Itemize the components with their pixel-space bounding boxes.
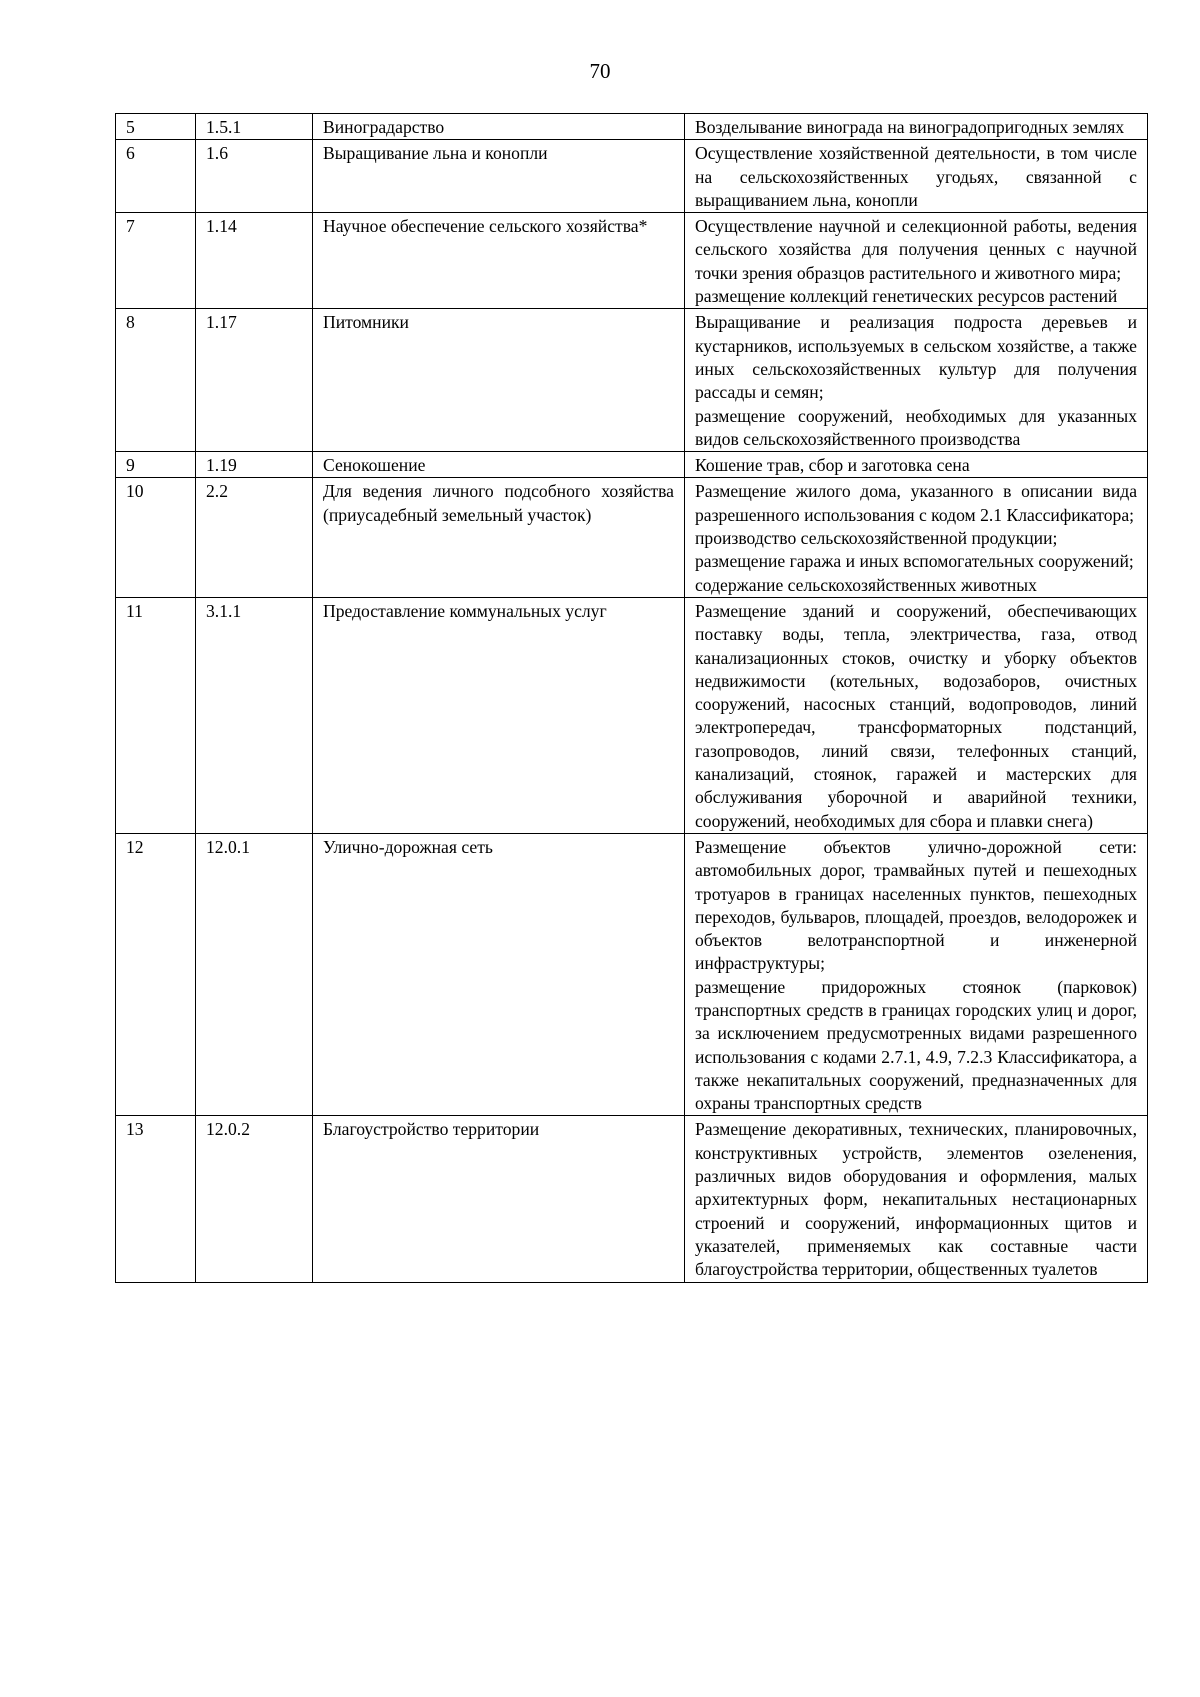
row-number-cell: 5 — [116, 114, 196, 140]
use-name-cell: Научное обеспечение сельского хозяйства* — [313, 213, 685, 309]
use-description-cell — [685, 213, 1148, 309]
table-body — [116, 114, 1148, 1283]
use-code-cell: 12.0.1 — [196, 833, 313, 1116]
table-row — [116, 114, 1148, 140]
use-description-cell — [685, 309, 1148, 452]
use-name-cell: Предоставление коммунальных услуг — [313, 597, 685, 833]
row-number-cell: 11 — [116, 597, 196, 833]
description-paragraph: Размещение декоративных, технических, планировочных, конструктивных устройств, элементов озеленения, различных видов оборудования и оформления, малых архитектурных форм, некапитальных нестационарных строений и сооружений, информационных щитов и указателей, применяемых как составные части благоустройства территории, общественных туалетов — [695, 1119, 1137, 1280]
use-description-cell — [685, 140, 1148, 213]
table-row — [116, 478, 1148, 597]
use-name-cell: Виноградарство — [313, 114, 685, 140]
table-row — [116, 309, 1148, 452]
use-description-cell — [685, 1116, 1148, 1282]
description-paragraph: размещение коллекций генетических ресурсов растений — [695, 286, 1118, 307]
use-name-cell: Улично-дорожная сеть — [313, 833, 685, 1116]
row-number-cell: 6 — [116, 140, 196, 213]
description-paragraph: Кошение трав, сбор и заготовка сена — [695, 455, 970, 476]
page-number: 70 — [589, 59, 611, 83]
use-description-cell — [685, 452, 1148, 478]
table-row — [116, 140, 1148, 213]
use-code-cell: 3.1.1 — [196, 597, 313, 833]
use-code-cell: 1.6 — [196, 140, 313, 213]
use-description-cell — [685, 833, 1148, 1116]
table-row — [116, 213, 1148, 309]
description-paragraph: Осуществление хозяйственной деятельности, в том числе на сельскохозяйственных угодьях, связанной с выращиванием льна, конопли — [695, 143, 1137, 210]
land-use-table — [115, 113, 1148, 1283]
description-paragraph: Размещение жилого дома, указанного в описании вида разрешенного использования с кодом 2.1 Классификатора; — [695, 481, 1137, 525]
description-paragraph: размещение придорожных стоянок (парковок) транспортных средств в границах городских улиц и дорог, за исключением предусмотренных видами разрешенного использования с кодами 2.7.1, 4.9, 7.2.3 Классификатора, а также некапитальных сооружений, предназначенных для охраны транспортных средств — [695, 976, 1137, 1114]
use-name-cell: Сенокошение — [313, 452, 685, 478]
row-number-cell: 13 — [116, 1116, 196, 1282]
description-paragraph: Возделывание винограда на виноградопригодных землях — [695, 117, 1125, 137]
description-paragraph: размещение гаража и иных вспомогательных сооружений; — [695, 551, 1134, 572]
use-name-cell: Благоустройство территории — [313, 1116, 685, 1282]
row-number-cell: 7 — [116, 213, 196, 309]
description-paragraph: Выращивание и реализация подроста деревьев и кустарников, используемых в сельском хозяйстве, а также иных сельскохозяйственных культур для получения рассады и семян; — [695, 312, 1137, 403]
use-code-cell: 2.2 — [196, 478, 313, 597]
use-description-cell — [685, 597, 1148, 833]
use-description-cell — [685, 114, 1148, 140]
row-number-cell: 9 — [116, 452, 196, 478]
description-paragraph: Осуществление научной и селекционной работы, ведения сельского хозяйства для получения ценных с научной точки зрения образцов растительного и животного мира; — [695, 216, 1137, 283]
description-paragraph: Размещение зданий и сооружений, обеспечивающих поставку воды, тепла, электричества, газа, отвод канализационных стоков, очистку и уборку объектов недвижимости (котельных, водозаборов, очистных сооружений, насосных станций, водопроводов, линий электропередач, трансформаторных подстанций, газопроводов, линий связи, телефонных станций, канализаций, стоянок, гаражей и мастерских для обслуживания уборочной и аварийной техники, сооружений, необходимых для сбора и плавки снега) — [695, 600, 1137, 831]
table-row — [116, 833, 1148, 1116]
use-code-cell: 12.0.2 — [196, 1116, 313, 1282]
use-code-cell: 1.14 — [196, 213, 313, 309]
description-paragraph: производство сельскохозяйственной продукции; — [695, 528, 1058, 549]
description-paragraph: размещение сооружений, необходимых для указанных видов сельскохозяйственного производства — [695, 405, 1137, 449]
row-number-cell: 12 — [116, 833, 196, 1116]
use-code-cell: 1.17 — [196, 309, 313, 452]
use-code-cell: 1.19 — [196, 452, 313, 478]
table-row — [116, 1116, 1148, 1282]
description-paragraph: содержание сельскохозяйственных животных — [695, 574, 1037, 595]
use-name-cell: Выращивание льна и конопли — [313, 140, 685, 213]
row-number-cell: 8 — [116, 309, 196, 452]
row-number-cell: 10 — [116, 478, 196, 597]
description-paragraph: Размещение объектов улично-дорожной сети: автомобильных дорог, трамвайных путей и пешеходных тротуаров в границах населенных пунктов, пешеходных переходов, бульваров, площадей, проездов, велодорожек и объектов велотранспортной и инженерной инфраструктуры; — [695, 836, 1137, 974]
use-name-cell: Питомники — [313, 309, 685, 452]
table-row — [116, 597, 1148, 833]
use-description-cell — [685, 478, 1148, 597]
use-code-cell: 1.5.1 — [196, 114, 313, 140]
use-name-cell: Для ведения личного подсобного хозяйства (приусадебный земельный участок) — [313, 478, 685, 597]
table-row — [116, 452, 1148, 478]
